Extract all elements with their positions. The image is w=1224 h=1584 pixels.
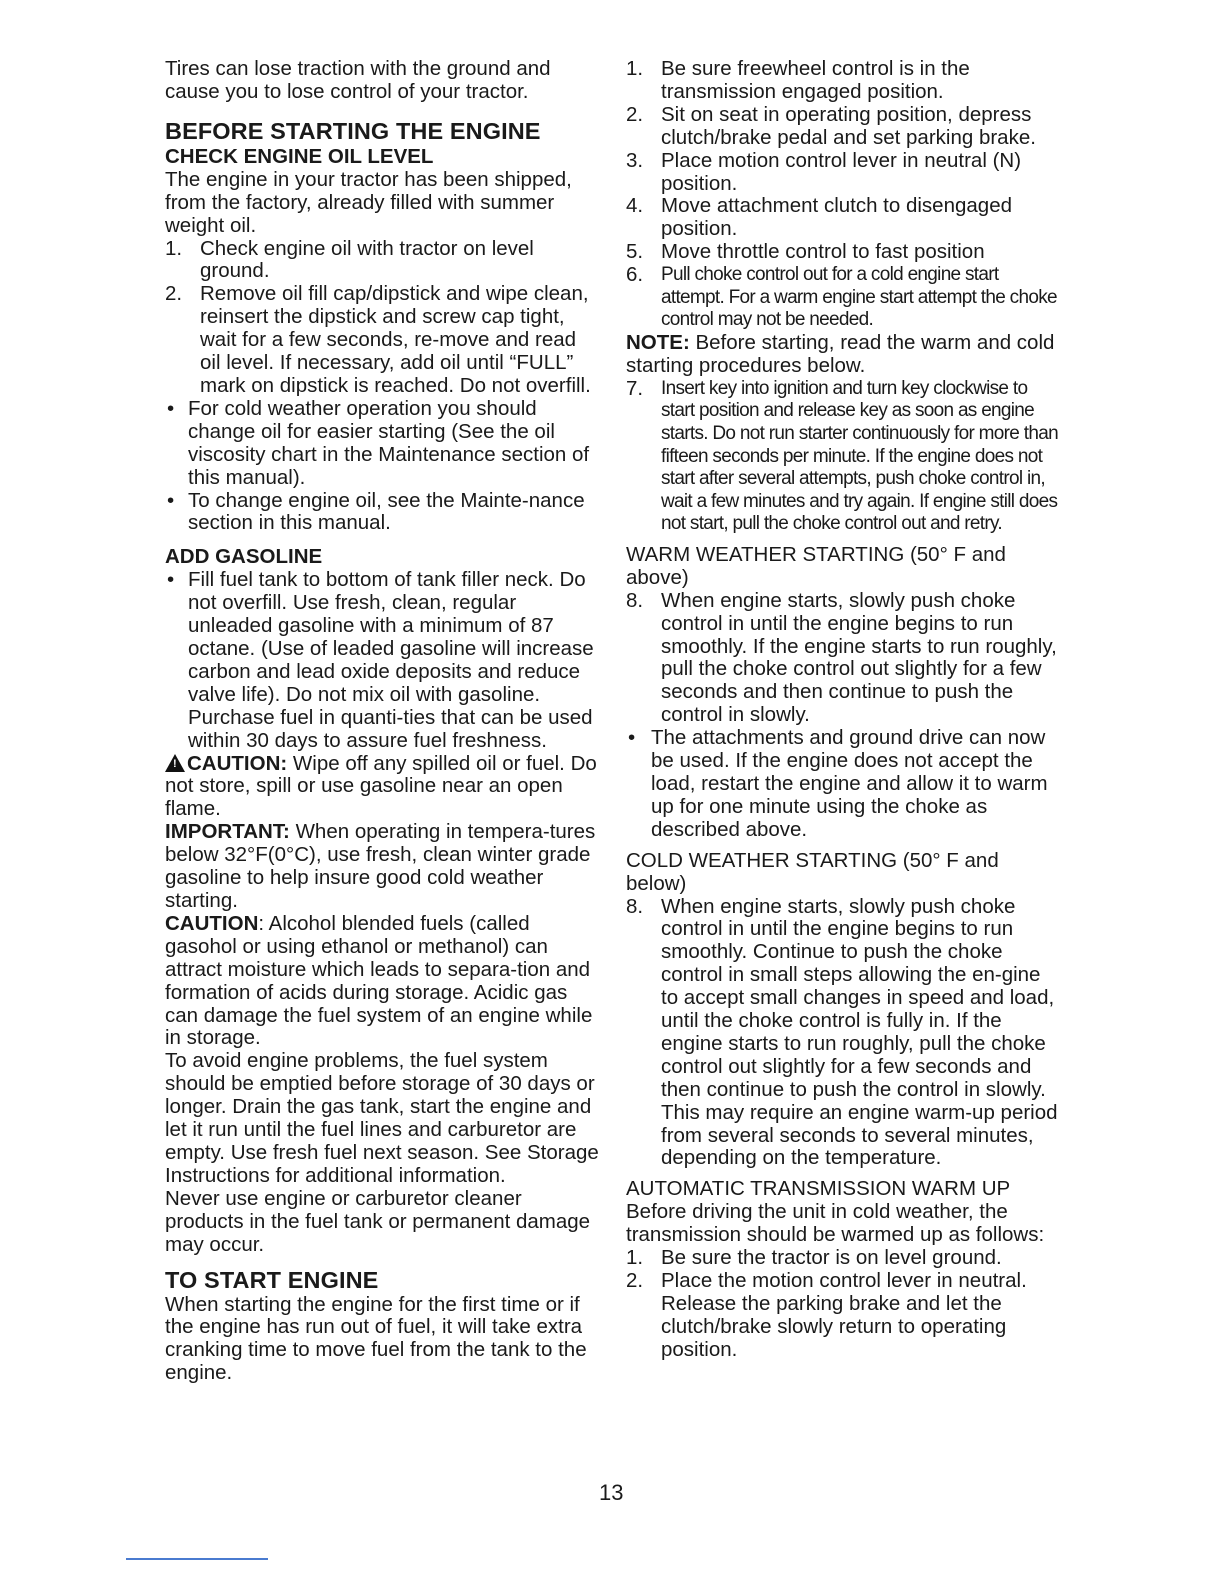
item-number: 5. bbox=[626, 240, 644, 264]
list-item bbox=[165, 283, 601, 398]
item-number: 2. bbox=[165, 282, 183, 306]
caution-text: Wipe off any spilled oil or fuel. Do not store, spill or use gasoline near an open flame. bbox=[165, 751, 597, 821]
storage-paragraph: To avoid engine problems, the fuel system should be emptied before storage of 30 days or longer. Drain the gas tank, start the engine and let it run until the fuel lines and carburetor are empty. Use fresh fuel next season. See Storage Instructions for additional information. bbox=[165, 1049, 599, 1187]
note-text: Before starting, read the warm and cold starting procedures below. bbox=[626, 330, 1055, 377]
list-item bbox=[626, 1247, 1062, 1270]
list-item bbox=[626, 58, 1062, 104]
item-text: Place motion control lever in neutral (N) position. bbox=[661, 148, 1022, 195]
warning-icon: ! bbox=[165, 754, 185, 772]
bullet-item bbox=[165, 569, 601, 752]
bullet-icon: • bbox=[167, 488, 175, 512]
heading-add-gasoline: ADD GASOLINE bbox=[165, 545, 323, 569]
heading-before-starting: BEFORE STARTING THE ENGINE bbox=[165, 117, 541, 144]
item-number: 1. bbox=[626, 1246, 644, 1270]
item-number: 4. bbox=[626, 194, 644, 218]
item-text: The attachments and ground drive can now be used. If the engine does not accept the load, restart the engine and allow it to warm up for one minute using the choke as described above. bbox=[651, 726, 1048, 841]
bullet-icon: • bbox=[167, 568, 175, 592]
item-number: 8. bbox=[626, 894, 644, 918]
item-text: Be sure the tractor is on level ground. bbox=[661, 1246, 1002, 1270]
list-item bbox=[626, 264, 1062, 332]
caution-label: CAUTION bbox=[165, 911, 259, 935]
item-number: 1. bbox=[626, 57, 644, 80]
item-text: When engine starts, slowly push choke control in until the engine begins to run smoothly. Continue to push the choke control in small steps allowing the en-gine to accept small changes in speed and load, until the choke control is fully in. If the engine starts to run roughly, pull the choke control out slightly for a few seconds and then continue to push the control in slowly. This may require an engine warm-up period from several seconds to several minutes, depending on the temperature. bbox=[661, 894, 1058, 1170]
important-text: When operating in tempera-tures below 32°F(0°C), use fresh, clean winter grade gasoline to help insure good cold weather starting. bbox=[165, 820, 596, 912]
item-number: 8. bbox=[626, 588, 644, 612]
item-text: Check engine oil with tractor on level ground. bbox=[200, 236, 534, 283]
list-item bbox=[626, 195, 1062, 241]
item-number: 2. bbox=[626, 1269, 644, 1292]
right-column bbox=[626, 58, 1062, 1362]
cleaner-paragraph: Never use engine or carburetor cleaner products in the fuel tank or permanent damage may occur. bbox=[165, 1186, 591, 1256]
alcohol-caution-paragraph bbox=[165, 913, 601, 1050]
caution-text: : Alcohol blended fuels (called gasohol or using ethanol or methanol) can attract moisture which leads to separa-tion and formation of acids during storage. Acidic gas can damage the fuel system of an engine while in storage. bbox=[165, 911, 593, 1050]
bullet-icon: • bbox=[167, 396, 175, 420]
item-text: Move throttle control to fast position bbox=[661, 240, 985, 264]
list-item bbox=[626, 241, 1062, 264]
item-number: 7. bbox=[626, 376, 644, 400]
page-number: 13 bbox=[599, 1480, 624, 1505]
heading-to-start-engine: TO START ENGINE bbox=[165, 1266, 379, 1293]
caution-paragraph bbox=[165, 753, 601, 822]
item-text: Place the motion control lever in neutral. Release the parking brake and let the clutch/brake slowly return to operating position. bbox=[661, 1269, 1027, 1361]
item-text: Fill fuel tank to bottom of tank filler neck. Do not overfill. Use fresh, clean, regular unleaded gasoline with a minimum of 87 octane. (Use of leaded gasoline will increase carbon and lead oxide deposits and reduce valve life). Do not mix oil with gasoline. Purchase fuel in quanti-ties that can be used within 30 days to assure fuel freshness. bbox=[188, 568, 594, 752]
item-text: Pull choke control out for a cold engine start attempt. For a warm engine start attempt the choke control may not be needed. bbox=[661, 264, 1057, 331]
automatic-transmission-heading: AUTOMATIC TRANSMISSION WARM UP bbox=[626, 1177, 1011, 1201]
item-text: Move attachment clutch to disengaged position. bbox=[661, 194, 1012, 241]
bullet-item bbox=[165, 490, 601, 536]
list-item bbox=[626, 378, 1062, 536]
item-number: 3. bbox=[626, 148, 644, 172]
caution-label: CAUTION: bbox=[187, 751, 288, 775]
important-label: IMPORTANT: bbox=[165, 820, 290, 844]
item-text: For cold weather operation you should change oil for easier starting (See the oil viscosity chart in the Maintenance section of this manual). bbox=[188, 396, 590, 489]
heading-check-oil: CHECK ENGINE OIL LEVEL bbox=[165, 144, 434, 168]
bottom-rule bbox=[126, 1558, 268, 1560]
warm-weather-heading: WARM WEATHER STARTING (50° F and above) bbox=[626, 542, 1006, 589]
list-item bbox=[626, 896, 1062, 1171]
list-item bbox=[626, 104, 1062, 150]
item-number: 1. bbox=[165, 236, 183, 260]
traction-paragraph: Tires can lose traction with the ground and cause you to lose control of your tractor. bbox=[165, 57, 551, 103]
item-number: 2. bbox=[626, 102, 644, 126]
list-item bbox=[626, 150, 1062, 196]
list-item bbox=[626, 1270, 1062, 1362]
bullet-icon: • bbox=[628, 726, 636, 750]
item-text: Be sure freewheel control is in the transmission engaged position. bbox=[661, 57, 970, 103]
oil-intro: The engine in your tractor has been shipped, from the factory, already filled with summer weight oil. bbox=[165, 167, 572, 237]
start-engine-paragraph: When starting the engine for the first time or if the engine has run out of fuel, it will take extra cranking time to move fuel from the tank to the engine. bbox=[165, 1292, 587, 1385]
list-item bbox=[165, 238, 601, 284]
note-paragraph bbox=[626, 332, 1062, 378]
cold-weather-heading: COLD WEATHER STARTING (50° F and below) bbox=[626, 848, 999, 895]
list-item bbox=[626, 590, 1062, 727]
note-label: NOTE: bbox=[626, 330, 690, 354]
item-number: 6. bbox=[626, 263, 644, 287]
item-text: Insert key into ignition and turn key clockwise to start position and release key as soon as engine starts. Do not run starter continuously for more than fifteen seconds per minute. If the engine does not start after several attempts, push choke control in, wait a few minutes and try again. If engine still does not start, pull the choke control out and retry. bbox=[661, 377, 1058, 535]
bullet-item bbox=[165, 398, 601, 490]
item-text: Remove oil fill cap/dipstick and wipe clean, reinsert the dipstick and screw cap tight, wait for a few seconds, re-move and read oil level. If necessary, add oil until “FULL” mark on dipstick is reached. Do not overfill. bbox=[200, 282, 591, 397]
bullet-item bbox=[626, 727, 1062, 842]
left-column bbox=[165, 58, 601, 1385]
item-text: Sit on seat in operating position, depress clutch/brake pedal and set parking brake. bbox=[661, 102, 1036, 149]
transmission-intro: Before driving the unit in cold weather, the transmission should be warmed up as follows: bbox=[626, 1200, 1045, 1247]
item-text: To change engine oil, see the Mainte-nance section in this manual. bbox=[188, 488, 585, 535]
item-text: When engine starts, slowly push choke control in until the engine begins to run smoothly. If the engine starts to run roughly, pull the choke control out slightly for a few seconds and then continue to push the control in slowly. bbox=[661, 588, 1057, 727]
important-paragraph bbox=[165, 821, 601, 913]
